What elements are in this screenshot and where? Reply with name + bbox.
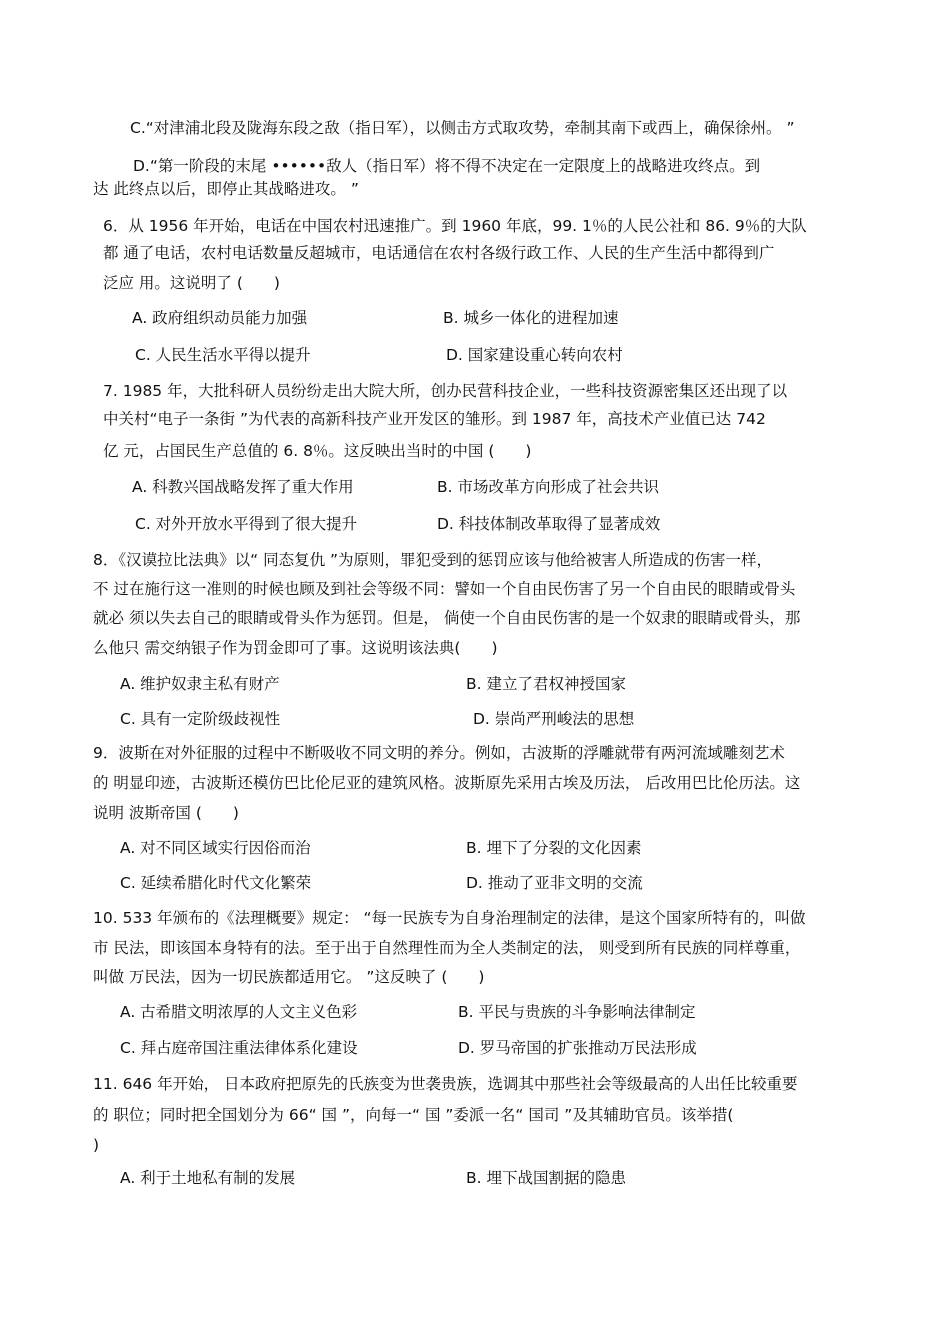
q10-stem-line3: 叫做 万民法，因为一切民族都适用它。 ”这反映了 ( ) (93, 968, 485, 986)
q9-option-a: A. 对不同区域实行因俗而治 (120, 839, 311, 857)
q5-option-d-line1: D.“第一阶段的末尾 ••••••敌人（指日军）将不得不决定在一定限度上的战略进攻终点。到 (133, 157, 761, 175)
q6-stem-line3: 泛应 用。这说明了 ( ) (103, 274, 280, 292)
q5-option-d-line2: 达 此终点以后，即停止其战略进攻。 ” (93, 180, 359, 198)
q8-stem-line1: 8．《汉谟拉比法典》以“ 同态复仇 ”为原则，罪犯受到的惩罚应该与他给被害人所造成的伤害一样， (93, 551, 773, 569)
q8-stem-line3: 就必 须以失去自己的眼睛或骨头作为惩罚。但是， 倘使一个自由民伤害的是一个奴隶的眼睛或骨头，那 (93, 609, 801, 627)
q9-option-d: D. 推动了亚非文明的交流 (466, 874, 643, 892)
q10-stem-line2: 市 民法，即该国本身特有的法。至于出于自然理性而为全人类制定的法， 则受到所有民族的同样尊重， (93, 939, 801, 957)
q7-option-d: D. 科技体制改革取得了显著成效 (437, 515, 661, 533)
q11-stem-line1: 11. 646 年开始， 日本政府把原先的氏族变为世袭贵族，选调其中那些社会等级最高的人出任比较重要 (93, 1075, 798, 1093)
q8-option-b: B. 建立了君权神授国家 (466, 675, 626, 693)
q10-option-b: B. 平民与贵族的斗争影响法律制定 (458, 1003, 696, 1021)
q9-stem-line1: 9．波斯在对外征服的过程中不断吸收不同文明的养分。例如，古波斯的浮雕就带有两河流域雕刻艺术 (93, 744, 785, 762)
q9-stem-line2: 的 明显印迹，古波斯还模仿巴比伦尼亚的建筑风格。波斯原先采用古埃及历法， 后改用巴比伦历法。这 (93, 774, 801, 792)
q6-option-d: D. 国家建设重心转向农村 (446, 346, 623, 364)
q7-option-c: C. 对外开放水平得到了很大提升 (135, 515, 358, 533)
q8-option-c: C. 具有一定阶级歧视性 (120, 710, 281, 728)
q8-option-a: A. 维护奴隶主私有财产 (120, 675, 280, 693)
q8-stem-line4: 么他只 需交纳银子作为罚金即可了事。这说明该法典( ) (93, 639, 498, 657)
q7-option-b: B. 市场改革方向形成了社会共识 (437, 478, 659, 496)
q7-stem-line1: 7. 1985 年，大批科研人员纷纷走出大院大所，创办民营科技企业，一些科技资源密集区还出现了以 (103, 382, 788, 400)
q5-option-c: C.“对津浦北段及陇海东段之敌（指日军），以侧击方式取攻势，牵制其南下或西上，确保徐州。 ” (130, 119, 795, 137)
q9-option-b: B. 埋下了分裂的文化因素 (466, 839, 642, 857)
q7-option-a: A. 科教兴国战略发挥了重大作用 (132, 478, 354, 496)
q7-stem-line3: 亿 元，占国民生产总值的 6. 8％。这反映出当时的中国 ( ) (103, 442, 532, 460)
q8-stem-line2: 不 过在施行这一准则的时候也顾及到社会等级不同：譬如一个自由民伤害了另一个自由民的眼睛或骨头 (93, 580, 796, 598)
q10-option-c: C. 拜占庭帝国注重法律体系化建设 (120, 1039, 358, 1057)
q6-option-c: C. 人民生活水平得以提升 (135, 346, 311, 364)
q6-option-b: B. 城乡一体化的进程加速 (443, 309, 619, 327)
q10-option-a: A. 古希腊文明浓厚的人文主义色彩 (120, 1003, 358, 1021)
q11-option-a: A. 利于土地私有制的发展 (120, 1169, 296, 1187)
q9-option-c: C. 延续希腊化时代文化繁荣 (120, 874, 312, 892)
q9-stem-line3: 说明 波斯帝国 ( ) (93, 804, 239, 822)
q6-stem-line1: 6．从 1956 年开始，电话在中国农村迅速推广。到 1960 年底，99. 1％的人民公社和 86. 9％的大队 (103, 217, 807, 235)
q6-option-a: A. 政府组织动员能力加强 (132, 309, 308, 327)
q7-stem-line2: 中关村“电子一条街 ”为代表的高新科技产业开发区的雏形。到 1987 年，高技术产业值已达 742 (103, 410, 766, 428)
q11-option-b: B. 埋下战国割据的隐患 (466, 1169, 626, 1187)
q6-stem-line2: 都 通了电话，农村电话数量反超城市，电话通信在农村各级行政工作、人民的生产生活中都得到广 (103, 244, 775, 262)
q8-option-d: D. 崇尚严刑峻法的思想 (473, 710, 635, 728)
q10-stem-line1: 10. 533 年颁布的《法理概要》规定： “每一民族专为自身治理制定的法律，是这个国家所特有的，叫做 (93, 909, 806, 927)
q10-option-d: D. 罗马帝国的扩张推动万民法形成 (458, 1039, 697, 1057)
q11-stem-line3: ) (93, 1136, 100, 1154)
q11-stem-line2: 的 职位；同时把全国划分为 66“ 国 ”，向每一“ 国 ”委派一名“ 国司 ”及其辅助官员。该举措( (93, 1106, 734, 1124)
